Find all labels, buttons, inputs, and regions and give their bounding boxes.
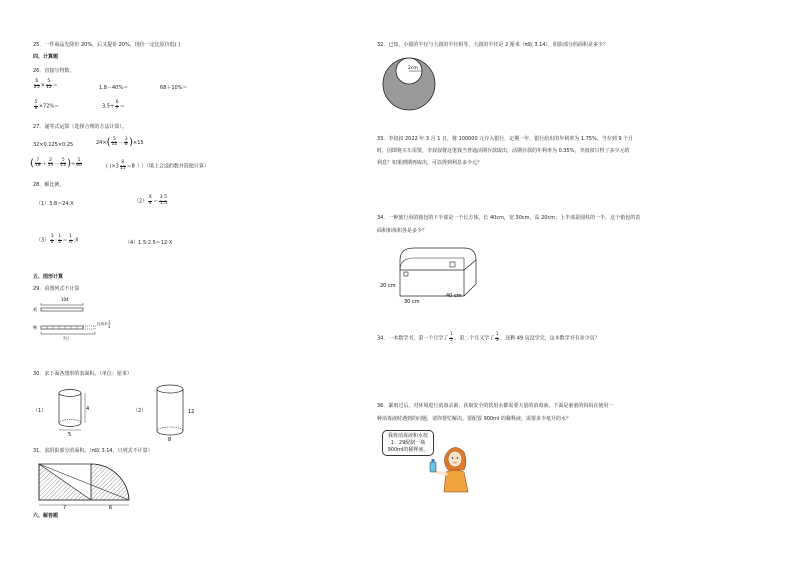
bottle-cap-icon (432, 459, 435, 462)
bubble-line-3: 900ml的稀释液。 (387, 446, 429, 453)
q34-suitcase-outline (400, 248, 476, 296)
question-29: 29．看图列式不计算 (33, 286, 80, 292)
q27-item-d: ( )×3 $\frac{8}{11}$ ＝8（ ）（填上合适的数并简便计算） (106, 160, 209, 171)
question-27: 27．递等式运算（选择合理的方法计算）。 (33, 124, 127, 130)
q34-clasp-icon (404, 272, 408, 276)
question-32: 32．已知，小圆的半径与大圆的半径相等，大圆的半径是 2 厘米（π取 3.14），阴影部分的面积是多少？ (377, 42, 608, 48)
q30-c2-bottom-back (157, 427, 183, 431)
disinfectant-bottle-icon (430, 462, 436, 472)
q26-item-d: $\frac{5}{8}$ ×72%＝ (34, 100, 60, 111)
q29-bottom-label: ?只 (63, 336, 70, 341)
q31-right-dimension: 6 (109, 505, 113, 511)
mother-eye-right (457, 457, 459, 459)
bubble-line-2: 1：29配制一瓶 (390, 439, 426, 446)
question-35: 34．一本数学书，第一个月学了 $\frac{1}{5}$ ，第二个月又学了 $\frac{1}{3}$ ，还剩 49 页没学完，这本数学书有多少页？ (377, 332, 600, 343)
q27-item-c: ( $\frac{7}{18}$ ＋ $\frac{2}{15}$ － $\frac{5}{12}$ )÷ $\frac{1}{60}$ (30, 157, 82, 169)
q29-row-b-label: 鸭 (33, 325, 37, 330)
q29-ratio-num: 1 (108, 320, 111, 324)
q29-row-b-ticks (47, 326, 77, 329)
q36-speech-bubble (382, 430, 434, 456)
bubble-line-1: 我将消毒液和水按 (387, 433, 428, 439)
q30-c1-top (59, 390, 81, 397)
q29-top-brace (41, 303, 83, 305)
q34-height-label: 20 cm (380, 283, 396, 289)
q31-shaded-figure (33, 460, 133, 510)
q30-c1-bottom-back (59, 420, 81, 424)
q29-bottom-brace (41, 332, 95, 334)
q28-item-4: （4）1.5:2.5＝12:X (125, 240, 173, 246)
question-33-line-2: 时，因即将买车需要，李叔叔将这笔钱当普通活期存款取出，活期存款的年利率为 0.35%，李叔叔只得了多少元的 (377, 148, 630, 154)
q30-item-2-label: （2） (133, 408, 147, 414)
question-33-line-3: 利息？如果到期再取出，可以得到利息多少元？ (377, 160, 483, 166)
q34-latch-icon (450, 262, 455, 267)
q34-lid-curve (400, 258, 464, 270)
q28-item-3: （3） $\frac{3}{2}$ : $\frac{1}{2}$ ＝ $\frac{1}{4}$ :X (36, 234, 79, 245)
section-5-heading: 五、图形计算 (33, 274, 64, 280)
question-30: 30．求下面各图形的表面积。（单位：厘米） (33, 371, 132, 377)
q26-item-b: 1.8－40%＝ (99, 85, 129, 91)
q32-circles-figure (380, 55, 440, 115)
q29-ratio-label: 比鸡多 (97, 322, 108, 326)
q29-row-b-bar (41, 326, 83, 329)
q28-item-1: （1）3:8＝24:X (36, 201, 74, 207)
q28-item-2: （2） $\frac{X}{4}$ ＝ $\frac{3.5}{1.5}$ (134, 195, 167, 206)
q31-left-dimension: 7 (63, 505, 67, 511)
question-33-line-1: 33．李叔叔 2022 年 3 月 1 日，将 100000 元存入银行，定期一年，银行给出的年利率为 1.75%。当存到 9 个月 (377, 136, 634, 142)
q26-item-e: 3.5÷ $\frac{6}{7}$ ＝ (102, 100, 126, 111)
q27-item-b: 24×( $\frac{5}{12}$ － $\frac{3}{8}$ )×15 (96, 136, 144, 148)
q34-width-label: 30 cm (404, 299, 420, 305)
q30-cylinder-1 (55, 388, 95, 438)
q32-radius-label: 2cm (408, 66, 418, 71)
q34-lid-edge (400, 260, 476, 270)
q29-line-diagram (33, 296, 113, 344)
q29-row-b-extra (83, 326, 95, 329)
q34-length-label: 40 cm (446, 293, 462, 299)
question-26: 26．直接写得数。 (33, 68, 75, 74)
q34-suitcase-figure (380, 242, 480, 304)
question-28: 28．解比例。 (33, 182, 65, 188)
q26-item-c: 68＋10%＝ (160, 85, 188, 91)
q29-ratio-den: 4 (108, 325, 111, 329)
q30-c2-diameter: 8 (168, 437, 172, 443)
q36-mother-illustration (428, 440, 478, 495)
q30-c2-top (157, 385, 183, 393)
q31-shaded-quarter (91, 464, 129, 500)
q30-c1-height: 4 (86, 406, 90, 412)
q30-c2-height: 12 (188, 409, 195, 415)
question-36-line-2: 种消毒液时遇到的问题，请你帮忙解决。要配置 900ml 的稀释液，需要多少毫升的水？ (377, 416, 571, 422)
section-6-heading: 六、解答题 (33, 513, 59, 519)
q30-c1-diameter: 5 (68, 432, 72, 438)
q29-row-a-bar (41, 308, 83, 311)
question-36-line-1: 36．暴雨过后，对环境进行消毒杀菌、获取安全的饮用水都需要大量的消毒液。下面是童童的妈妈在使用一 (377, 403, 614, 409)
question-34-line-2: 面积和体积各是多少？ (377, 228, 428, 234)
q30-c1-bottom-front (59, 423, 81, 427)
q30-c2-bottom-front (157, 431, 183, 435)
mother-shirt (444, 470, 468, 492)
q29-top-label: 104 (61, 297, 69, 302)
mother-face (448, 451, 462, 467)
q26-item-a: $\frac{6}{25}$ × $\frac{5}{12}$ ＝ (34, 79, 58, 90)
section-4-heading: 四、计算题 (33, 54, 59, 60)
question-31: 31．求阴影部分的面积。（π取 3.14，只列式不计算） (33, 448, 153, 454)
q30-item-1-label: （1） (33, 408, 47, 414)
q29-row-a-label: 鸡 (33, 307, 37, 312)
q30-cylinder-2 (155, 383, 195, 443)
question-34-line-1: 34．一种旅行用的箱包的下半部是一个长方体，长 40cm，宽 30cm，高 20cm；上半部是圆柱的一半。这个箱包的表 (377, 215, 641, 221)
question-25: 25．一件商品先降价 20%，后又提价 20%，现价一定比原价低( ) (33, 42, 181, 48)
mother-eye-left (452, 457, 454, 459)
q27-item-a: 32×0.125×0.25 (33, 142, 74, 148)
